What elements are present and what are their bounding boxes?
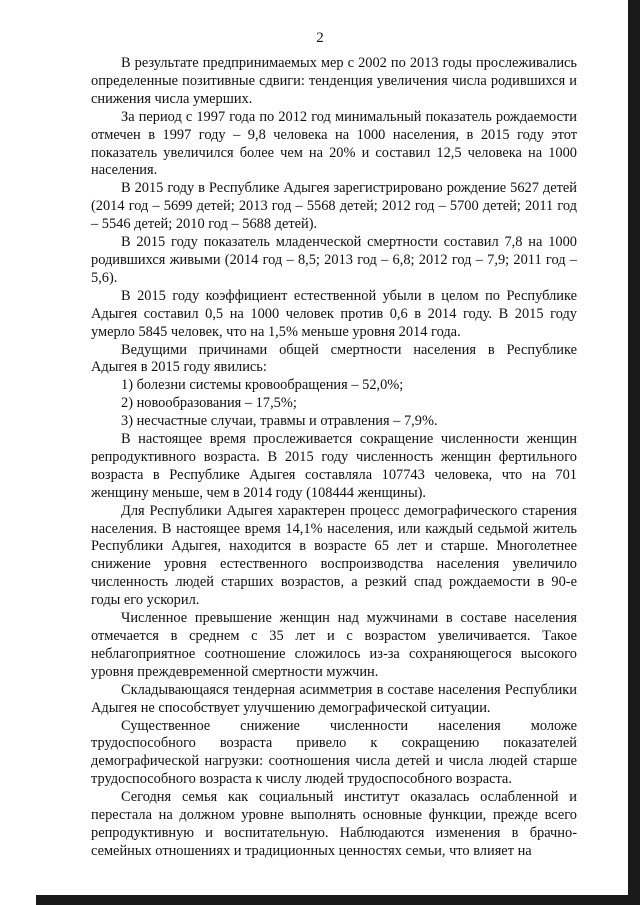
paragraph: Численное превышение женщин над мужчинами в составе населения отмечается в среднем с 35 лет и с возрастом увеличивается. Такое неблагоприятное соотношение сложилось из-за сохраняющегося высокого уровня преждевременной смертности мужчин. <box>91 610 577 680</box>
paragraph: Складывающаяся тендерная асимметрия в составе населения Республики Адыгея не способствует улучшению демографической ситуации. <box>91 681 577 716</box>
scan-border-right <box>628 0 640 905</box>
paragraph: Существенное снижение численности населения моложе трудоспособного возраста привело к сокращению показателей демографической нагрузки: соотношения числа детей и числа людей старше трудоспособного возраста к числу людей трудоспособного возраста. <box>91 717 577 788</box>
paragraph: В настоящее время прослеживается сокращение численности женщин репродуктивного возраста. В 2015 году численность женщин фертильного возраста в Республике Адыгея составляла 107743 человека, что на 701 женщину меньше, чем в 2014 году (108444 женщины). <box>91 431 577 501</box>
page-number: 2 <box>316 30 324 46</box>
paragraph: В результате предпринимаемых мер с 2002 по 2013 годы прослеживались определенные позитивные сдвиги: тенденция увеличения числа родившихся и снижения числа умерших. <box>91 55 577 107</box>
paragraph: За период с 1997 года по 2012 год минимальный показатель рождаемости отмечен в 1997 году – 9,8 человека на 1000 населения, в 2015 году этот показатель увеличился более чем на 20% и составил 12,5 человека на 1000 населения. <box>91 108 577 179</box>
paragraph: Для Республики Адыгея характерен процесс демографического старения населения. В настоящее время 14,1% населения, или каждый седьмой житель Республики Адыгея, находится в возрасте 65 лет и старше. Многолетнее снижение уровня естественного воспроизводства населения увеличило численность людей старших возрастов, а резкий спад рождаемости в 90-е годы его ускорил. <box>91 502 577 609</box>
paragraph: Сегодня семья как социальный институт оказалась ослабленной и перестала на должном уровне выполнять основные функции, прежде всего репродуктивную и воспитательную. Наблюдаются изменения в брачно-семейных отношениях и традиционных ценностях семьи, что влияет на <box>91 789 577 859</box>
paragraph: Ведущими причинами общей смертности населения в Республике Адыгея в 2015 году явились: <box>91 341 577 376</box>
list-item: 3) несчастные случаи, травмы и отравления – 7,9%. <box>121 413 438 430</box>
list-item: 2) новообразования – 17,5%; <box>121 395 297 412</box>
paragraph: В 2015 году показатель младенческой смертности составил 7,8 на 1000 родившихся живыми (2014 год – 8,5; 2013 год – 6,8; 2012 год – 7,9; 2011 год – 5,6). <box>91 234 577 286</box>
paragraph: В 2015 году в Республике Адыгея зарегистрировано рождение 5627 детей (2014 год – 5699 детей; 2013 год – 5568 детей; 2012 год – 5700 детей; 2011 год – 5546 детей; 2010 год – 5688 детей). <box>91 180 577 233</box>
paragraph: В 2015 году коэффициент естественной убыли в целом по Республике Адыгея составил 0,5 на 1000 человек против 0,6 в 2014 году. В 2015 году умерло 5845 человек, что на 1,5% меньше уровня 2014 года. <box>91 287 577 340</box>
scan-border-bottom <box>36 895 628 905</box>
document-body <box>91 55 577 861</box>
list-item: 1) болезни системы кровообращения – 52,0%; <box>121 377 404 394</box>
